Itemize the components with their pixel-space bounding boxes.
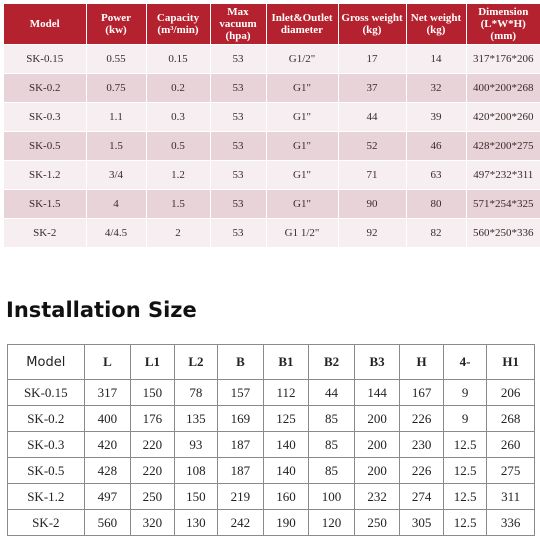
table-cell: 150 xyxy=(174,484,217,510)
install-table-row xyxy=(8,510,535,536)
model-cell: SK-2 xyxy=(4,219,86,248)
table-cell: 0.3 xyxy=(146,103,210,132)
table-cell: G1/2" xyxy=(266,45,338,74)
table-cell: 176 xyxy=(131,406,174,432)
spec-table-row xyxy=(4,45,540,74)
model-cell: SK-0.5 xyxy=(4,132,86,161)
table-cell: 160 xyxy=(263,484,309,510)
model-cell: SK-0.3 xyxy=(8,432,85,458)
installation-size-heading: Installation Size xyxy=(6,298,197,322)
table-cell: 37 xyxy=(338,74,406,103)
installation-table-body xyxy=(8,380,535,536)
table-cell: 274 xyxy=(400,484,443,510)
spec-table-row xyxy=(4,190,540,219)
table-cell: 400 xyxy=(84,406,131,432)
table-cell: 420*200*260 xyxy=(466,103,540,132)
table-cell: 9 xyxy=(443,406,486,432)
model-cell: SK-0.15 xyxy=(4,45,86,74)
table-cell: 428*200*275 xyxy=(466,132,540,161)
table-cell: 44 xyxy=(338,103,406,132)
table-cell: 1.2 xyxy=(146,161,210,190)
table-cell: 140 xyxy=(263,458,309,484)
table-cell: 82 xyxy=(406,219,466,248)
spec-table-body xyxy=(4,45,540,248)
table-cell: 53 xyxy=(210,45,266,74)
table-cell: 250 xyxy=(354,510,400,536)
table-cell: 1.5 xyxy=(146,190,210,219)
table-cell: 53 xyxy=(210,103,266,132)
install-header-cell: B xyxy=(218,345,264,380)
table-cell: 144 xyxy=(354,380,400,406)
table-cell: 0.5 xyxy=(146,132,210,161)
table-cell: 220 xyxy=(131,432,174,458)
table-cell: 17 xyxy=(338,45,406,74)
spec-header-cell: Inlet&Outlet diameter xyxy=(266,4,338,45)
install-header-cell: 4- xyxy=(443,345,486,380)
spec-header-cell: Max vacuum (hpa) xyxy=(210,4,266,45)
table-cell: 497 xyxy=(84,484,131,510)
install-table-row xyxy=(8,380,535,406)
table-cell: 268 xyxy=(487,406,535,432)
install-header-cell: L2 xyxy=(174,345,217,380)
table-cell: 400*200*268 xyxy=(466,74,540,103)
table-cell: 53 xyxy=(210,219,266,248)
table-cell: 497*232*311 xyxy=(466,161,540,190)
table-cell: 317 xyxy=(84,380,131,406)
model-cell: SK-0.15 xyxy=(8,380,85,406)
table-cell: 4/4.5 xyxy=(86,219,146,248)
install-header-row xyxy=(8,345,535,380)
installation-size-table xyxy=(7,344,535,536)
table-cell: 53 xyxy=(210,161,266,190)
table-cell: 32 xyxy=(406,74,466,103)
table-cell: 80 xyxy=(406,190,466,219)
model-cell: SK-1.5 xyxy=(4,190,86,219)
table-cell: 232 xyxy=(354,484,400,510)
table-cell: G1" xyxy=(266,74,338,103)
table-cell: 52 xyxy=(338,132,406,161)
table-cell: 85 xyxy=(309,432,355,458)
table-cell: 150 xyxy=(131,380,174,406)
table-cell: 130 xyxy=(174,510,217,536)
table-cell: 1.5 xyxy=(86,132,146,161)
install-table-row xyxy=(8,406,535,432)
table-cell: 200 xyxy=(354,432,400,458)
table-cell: 187 xyxy=(218,458,264,484)
table-cell: 219 xyxy=(218,484,264,510)
table-cell: 275 xyxy=(487,458,535,484)
table-cell: 12.5 xyxy=(443,432,486,458)
install-table-row xyxy=(8,458,535,484)
table-cell: 12.5 xyxy=(443,458,486,484)
install-header-cell: H1 xyxy=(487,345,535,380)
table-cell: 92 xyxy=(338,219,406,248)
table-cell: 169 xyxy=(218,406,264,432)
table-cell: 226 xyxy=(400,406,443,432)
table-cell: 242 xyxy=(218,510,264,536)
table-cell: 157 xyxy=(218,380,264,406)
table-cell: 230 xyxy=(400,432,443,458)
table-cell: G1" xyxy=(266,190,338,219)
table-cell: 100 xyxy=(309,484,355,510)
model-cell: SK-0.5 xyxy=(8,458,85,484)
table-cell: 317*176*206 xyxy=(466,45,540,74)
install-table-row xyxy=(8,484,535,510)
model-cell: SK-0.2 xyxy=(8,406,85,432)
table-cell: 90 xyxy=(338,190,406,219)
table-cell: G1" xyxy=(266,103,338,132)
spec-header-cell: Gross weight (kg) xyxy=(338,4,406,45)
table-cell: 39 xyxy=(406,103,466,132)
table-cell: 0.2 xyxy=(146,74,210,103)
table-cell: 3/4 xyxy=(86,161,146,190)
table-cell: 53 xyxy=(210,74,266,103)
table-cell: 311 xyxy=(487,484,535,510)
table-cell: 187 xyxy=(218,432,264,458)
install-header-cell: H xyxy=(400,345,443,380)
table-cell: 320 xyxy=(131,510,174,536)
table-cell: 420 xyxy=(84,432,131,458)
table-cell: 140 xyxy=(263,432,309,458)
table-cell: 135 xyxy=(174,406,217,432)
table-cell: 428 xyxy=(84,458,131,484)
install-header-cell: L1 xyxy=(131,345,174,380)
install-header-cell: L xyxy=(84,345,131,380)
table-cell: 200 xyxy=(354,406,400,432)
table-cell: 4 xyxy=(86,190,146,219)
table-cell: 0.75 xyxy=(86,74,146,103)
table-cell: 112 xyxy=(263,380,309,406)
table-cell: G1 1/2" xyxy=(266,219,338,248)
model-cell: SK-0.2 xyxy=(4,74,86,103)
install-header-cell: B3 xyxy=(354,345,400,380)
spec-header-cell: Dimension (L*W*H) (mm) xyxy=(466,4,540,45)
table-cell: 226 xyxy=(400,458,443,484)
table-cell: 85 xyxy=(309,406,355,432)
table-cell: 2 xyxy=(146,219,210,248)
table-cell: 190 xyxy=(263,510,309,536)
table-cell: 78 xyxy=(174,380,217,406)
table-cell: 12.5 xyxy=(443,510,486,536)
table-cell: 44 xyxy=(309,380,355,406)
table-cell: 0.55 xyxy=(86,45,146,74)
table-cell: 220 xyxy=(131,458,174,484)
table-cell: 108 xyxy=(174,458,217,484)
table-cell: 571*254*325 xyxy=(466,190,540,219)
table-cell: 120 xyxy=(309,510,355,536)
table-cell: 71 xyxy=(338,161,406,190)
table-cell: 125 xyxy=(263,406,309,432)
table-cell: 46 xyxy=(406,132,466,161)
table-cell: 200 xyxy=(354,458,400,484)
install-header-cell: B1 xyxy=(263,345,309,380)
model-cell: SK-1.2 xyxy=(8,484,85,510)
table-cell: 560 xyxy=(84,510,131,536)
table-cell: 12.5 xyxy=(443,484,486,510)
table-cell: 260 xyxy=(487,432,535,458)
table-cell: G1" xyxy=(266,132,338,161)
install-table-row xyxy=(8,432,535,458)
table-cell: 53 xyxy=(210,190,266,219)
table-cell: 336 xyxy=(487,510,535,536)
table-cell: 9 xyxy=(443,380,486,406)
spec-table-row xyxy=(4,74,540,103)
table-cell: 63 xyxy=(406,161,466,190)
table-cell: 206 xyxy=(487,380,535,406)
spec-header-cell: Net weight (kg) xyxy=(406,4,466,45)
table-cell: 1.1 xyxy=(86,103,146,132)
table-cell: 250 xyxy=(131,484,174,510)
table-cell: 560*250*336 xyxy=(466,219,540,248)
install-header-cell: B2 xyxy=(309,345,355,380)
spec-header-cell: Power (kw) xyxy=(86,4,146,45)
spec-table-row xyxy=(4,103,540,132)
spec-table-row xyxy=(4,161,540,190)
model-cell: SK-2 xyxy=(8,510,85,536)
model-cell: SK-1.2 xyxy=(4,161,86,190)
table-cell: 305 xyxy=(400,510,443,536)
table-cell: 93 xyxy=(174,432,217,458)
table-cell: G1" xyxy=(266,161,338,190)
table-cell: 167 xyxy=(400,380,443,406)
table-cell: 85 xyxy=(309,458,355,484)
model-cell: SK-0.3 xyxy=(4,103,86,132)
spec-header-cell: Model xyxy=(4,4,86,45)
spec-table-row xyxy=(4,132,540,161)
spec-table-row xyxy=(4,219,540,248)
spec-header-row xyxy=(4,4,540,45)
table-cell: 0.15 xyxy=(146,45,210,74)
table-cell: 53 xyxy=(210,132,266,161)
table-cell: 14 xyxy=(406,45,466,74)
spec-table xyxy=(4,4,540,247)
install-header-cell: Model xyxy=(8,345,85,380)
spec-header-cell: Capacity (m³/min) xyxy=(146,4,210,45)
